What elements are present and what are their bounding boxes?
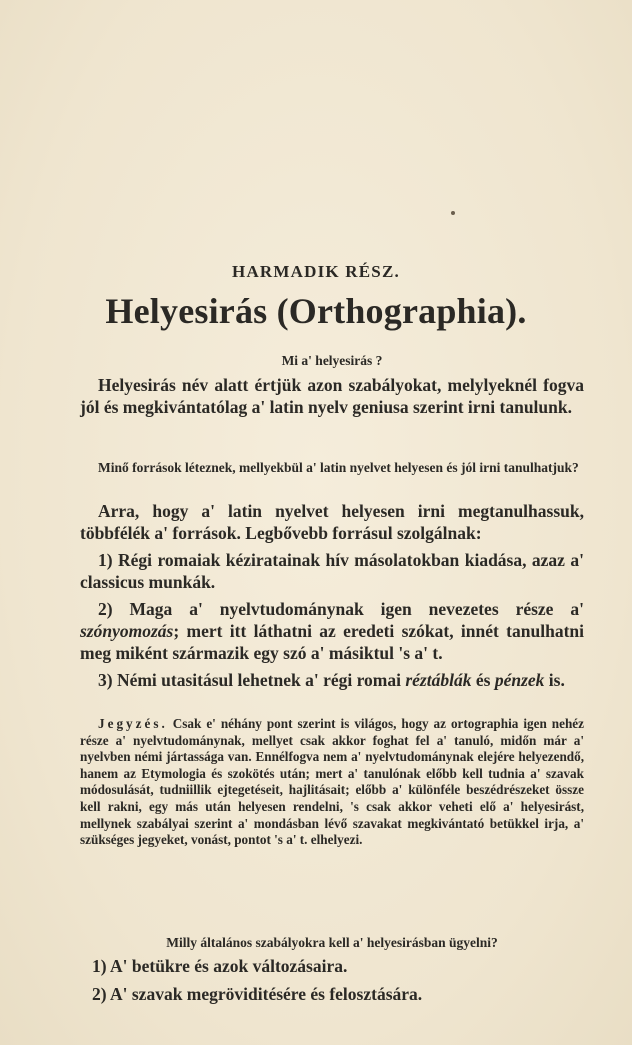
rule-item-2: 2) A' szavak megröviditésére és felosztására. [92,984,423,1004]
answer-sources-intro: Arra, hogy a' latin nyelvet helyesen irni megtanulhassuk, többfélék a' források. Legbővebb forrásul szolgálnak: [80,501,584,543]
ink-speck [451,211,455,215]
rule-item-1: 1) A' betükre és azok változásaira. [92,956,348,976]
question-general-rules: Milly általános szabályokra kell a' helyesirásban ügyelni? [166,935,498,950]
answer-definition: Helyesirás név alatt értjük azon szabályokat, melylyeknél fogva jól és megkivántatólag a' latin nyelv geniusa szerint irni tanulunk. [80,375,584,417]
question-sources: Minő források léteznek, mellyekbül a' latin nyelvet helyesen és jól irni tanulhatjuk? [98,460,579,475]
source-item-2-rest: ; mert itt láthatni az eredeti szókat, innét tanulhatni meg miként származik egy szó a' másiktul 's a' t. [80,621,584,663]
question-what-is-orthography: Mi a' helyesirás ? [281,353,383,368]
part-heading: HARMADIK RÉSZ. [232,262,400,281]
source-item-3-conj: és [475,670,491,690]
source-item-3-term-coins: pénzek [494,670,545,690]
source-item-2-term: szónyomozás [80,621,174,641]
source-item-1: 1) Régi romaiak kéziratainak hív másolatokban kiadása, azaz a' classicus munkák. [80,550,584,592]
source-item-3-term-tablets: réztáblák [405,670,472,690]
note-paragraph [80,716,584,849]
source-item-3 [80,669,584,691]
source-item-3-end: is. [548,670,565,690]
source-item-2-text: 2) Maga a' nyelvtudománynak igen nevezetes része a' [98,599,584,619]
source-item-2 [80,598,584,664]
note-label: Jegyzés. [98,716,168,731]
note-text: Csak e' néhány pont szerint is világos, hogy az ortographia igen nehéz része a' nyelvtudománynak, mellyet csak akkor foghat fel a' tanuló, midőn már a' nyelvben némi jártassága van. Ennélfogva nem a' nyelvtudománynak elejére helyezendő, hanem az Etymologia és szokötés után; mert a' tanulónak előbb kell tudnia a' szavak módosulását, tudniillik ejtegetéseit, hajlitásait; előbb a' különféle beszédrészeket össze kell rakni, egy más után helyesen rendelni, 's csak akkor veheti elő a' helyesirást, mellynek szabályai szerint a' mondásban lévő szavakat megkivántató betükkel irja, a' szükséges jegyeket, vonást, pontot 's a' t. elhelyezi. [80,716,584,848]
source-item-3-text: 3) Némi utasitásul lehetnek a' régi romai [98,670,401,690]
chapter-title: Helyesirás (Orthographia). [105,291,527,331]
